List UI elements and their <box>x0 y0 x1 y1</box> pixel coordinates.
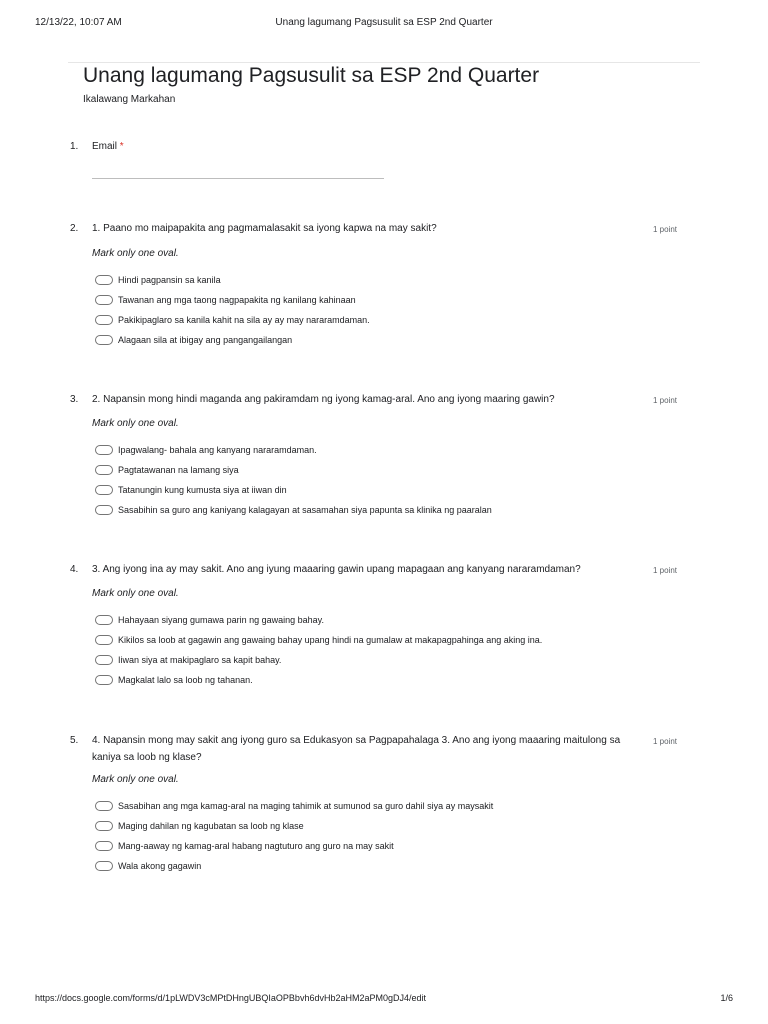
radio-oval[interactable] <box>95 485 113 495</box>
question-text <box>92 138 637 155</box>
option-item[interactable] <box>95 330 370 350</box>
question-points: 1 point <box>653 396 678 405</box>
question-instruction: Mark only one oval. <box>92 248 179 259</box>
question-instruction: Mark only one oval. <box>92 418 179 429</box>
option-label: Alagaan sila at ibigay ang pangangailangan <box>118 335 293 345</box>
option-label: Ipagwalang- bahala ang kanyang nararamdaman. <box>118 445 317 455</box>
option-label: Sasabihan ang mga kamag-aral na maging tahimik at sumunod sa guro dahil siya ay maysakit <box>118 801 494 811</box>
option-item[interactable] <box>95 480 492 500</box>
question-text: 2. Napansin mong hindi maganda ang pakiramdam ng iyong kamag-aral. Ano ang iyong maaring gawin? <box>92 394 555 405</box>
form-title: Unang lagumang Pagsusulit sa ESP 2nd Quarter <box>83 64 540 87</box>
option-list <box>95 270 370 350</box>
option-item[interactable] <box>95 310 370 330</box>
question-points: 1 point <box>653 225 678 234</box>
option-label: Kikilos sa loob at gagawin ang gawaing bahay upang hindi na gumalaw at makapagpahinga ang aking ina. <box>118 635 543 645</box>
radio-oval[interactable] <box>95 801 113 811</box>
option-label: Hahayaan siyang gumawa parin ng gawaing bahay. <box>118 615 324 625</box>
option-item[interactable] <box>95 856 493 876</box>
email-field[interactable] <box>92 178 384 179</box>
radio-oval[interactable] <box>95 465 113 475</box>
question-instruction: Mark only one oval. <box>92 774 179 785</box>
print-footer <box>35 993 733 1007</box>
option-item[interactable] <box>95 270 370 290</box>
print-doc-title: Unang lagumang Pagsusulit sa ESP 2nd Quarter <box>275 17 493 28</box>
email-label: Email <box>92 141 118 152</box>
option-label: Hindi pagpansin sa kanila <box>118 275 221 285</box>
question-instruction: Mark only one oval. <box>92 588 179 599</box>
option-item[interactable] <box>95 440 492 460</box>
question-text: 4. Napansin mong may sakit ang iyong guro sa Edukasyon sa Pagpapahalaga 3. Ano ang iyong maaaring maitulong sa kaniya sa loob ng klase? <box>92 735 621 763</box>
question-number: 5. <box>70 735 79 746</box>
option-label: Mang-aaway ng kamag-aral habang nagtuturo ang guro na may sakit <box>118 841 394 851</box>
option-label: Pakikipaglaro sa kanila kahit na sila ay ay may nararamdaman. <box>118 315 370 325</box>
option-item[interactable] <box>95 630 542 650</box>
option-item[interactable] <box>95 650 542 670</box>
option-item[interactable] <box>95 796 493 816</box>
radio-oval[interactable] <box>95 841 113 851</box>
option-list <box>95 796 493 876</box>
radio-oval[interactable] <box>95 615 113 625</box>
option-item[interactable] <box>95 836 493 856</box>
option-list <box>95 610 542 690</box>
option-item[interactable] <box>95 610 542 630</box>
option-label: Sasabihin sa guro ang kaniyang kalagayan at sasamahan siya papunta sa klinika ng paaralan <box>118 505 492 515</box>
radio-oval[interactable] <box>95 675 113 685</box>
print-datetime: 12/13/22, 10:07 AM <box>35 17 122 28</box>
option-list <box>95 440 492 520</box>
option-label: Maging dahilan ng kagubatan sa loob ng klase <box>118 821 304 831</box>
radio-oval[interactable] <box>95 275 113 285</box>
question-number: 4. <box>70 564 79 575</box>
form-description: Ikalawang Markahan <box>83 94 176 105</box>
radio-oval[interactable] <box>95 821 113 831</box>
option-label: Magkalat lalo sa loob ng tahanan. <box>118 675 253 685</box>
radio-oval[interactable] <box>95 655 113 665</box>
print-header <box>35 17 733 31</box>
question-text: 3. Ang iyong ina ay may sakit. Ano ang iyung maaaring gawin upang mapagaan ang kanyang nararamdaman? <box>92 564 581 575</box>
radio-oval[interactable] <box>95 445 113 455</box>
radio-oval[interactable] <box>95 505 113 515</box>
radio-oval[interactable] <box>95 861 113 871</box>
option-label: Wala akong gagawin <box>118 861 202 871</box>
question-text: 1. Paano mo maipapakita ang pagmamalasakit sa iyong kapwa na may sakit? <box>92 223 437 234</box>
option-item[interactable] <box>95 670 542 690</box>
radio-oval[interactable] <box>95 635 113 645</box>
option-item[interactable] <box>95 290 370 310</box>
option-item[interactable] <box>95 816 493 836</box>
option-item[interactable] <box>95 500 492 520</box>
option-label: Iiwan siya at makipaglaro sa kapit bahay. <box>118 655 282 665</box>
question-points: 1 point <box>653 566 678 575</box>
question-number: 1. <box>70 141 79 152</box>
header-divider <box>68 62 700 63</box>
required-asterisk: * <box>119 141 124 152</box>
question-number: 2. <box>70 223 79 234</box>
radio-oval[interactable] <box>95 315 113 325</box>
option-label: Tawanan ang mga taong nagpapakita ng kanilang kahinaan <box>118 295 356 305</box>
radio-oval[interactable] <box>95 295 113 305</box>
page-number: 1/6 <box>720 993 733 1003</box>
option-label: Pagtatawanan na lamang siya <box>118 465 239 475</box>
print-url: https://docs.google.com/forms/d/1pLWDV3cMPtDHngUBQIaOPBbvh6dvHb2aHM2aPM0gDJ4/edit <box>35 993 427 1003</box>
radio-oval[interactable] <box>95 335 113 345</box>
question-points: 1 point <box>653 737 678 746</box>
option-item[interactable] <box>95 460 492 480</box>
question-number: 3. <box>70 394 79 405</box>
option-label: Tatanungin kung kumusta siya at iiwan din <box>118 485 287 495</box>
